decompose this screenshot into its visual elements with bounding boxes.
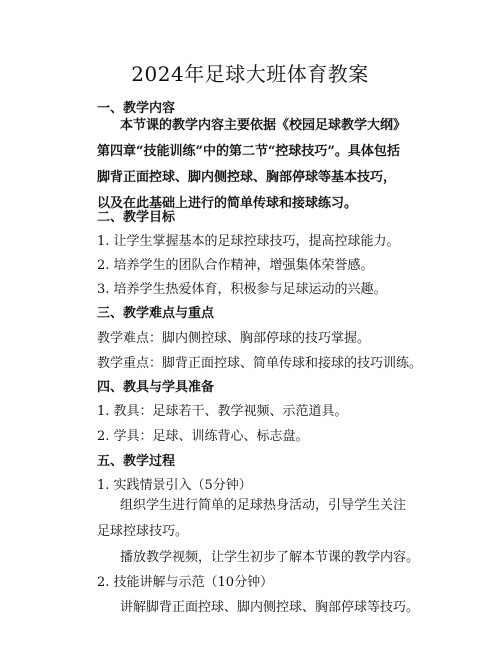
section-heading-process: 五、教学过程 <box>97 454 176 469</box>
section-heading-prep: 四、教具与学具准备 <box>97 380 215 395</box>
difficulty-item: 教学重点：脚背正面控球、简单传球和接球的技巧训练。 <box>97 356 423 371</box>
process-step-1-paragraph-2: 播放教学视频，让学生初步了解本节课的教学内容。 <box>120 550 420 565</box>
process-step-1: 1. 实践情景引入（5分钟） <box>97 478 252 493</box>
prep-item: 2. 学具：足球、训练背心、标志盘。 <box>97 429 309 444</box>
goal-item: 1. 让学生掌握基本的足球控球技巧，提高控球能力。 <box>97 234 400 249</box>
process-step-1-paragraph-1: 组织学生进行简单的足球热身活动，引导学生关注足球控球技巧。 <box>97 498 407 539</box>
process-step-2-paragraph-1: 讲解脚背正面控球、脚内侧控球、胸部停球等技巧。 <box>120 600 420 615</box>
process-step-2: 2. 技能讲解与示范（10分钟） <box>97 575 274 590</box>
goal-item: 2. 培养学生的团队合作精神，增强集体荣誉感。 <box>97 258 374 273</box>
section-heading-goals: 二、教学目标 <box>97 210 176 225</box>
section-content-paragraph: 本节课的教学内容主要依据《校园足球教学大纲》第四章“技能训练”中的第二节“控球技巧”。具体包括脚背正面控球、脚内侧控球、胸部停球等基本技巧，以及在此基础上进行的简单传球和接球练习。 <box>97 118 407 211</box>
goal-item: 3. 培养学生热爱体育，积极参与足球运动的兴趣。 <box>97 282 387 297</box>
section-heading-difficulty: 三、教学难点与重点 <box>97 306 215 321</box>
prep-item: 1. 教具：足球若干、教学视频、示范道具。 <box>97 404 348 419</box>
section-heading-content: 一、教学内容 <box>97 101 176 116</box>
difficulty-item: 教学难点：脚内侧控球、胸部停球的技巧掌握。 <box>97 331 371 346</box>
page-title: 2024年足球大班体育教案 <box>131 62 369 86</box>
